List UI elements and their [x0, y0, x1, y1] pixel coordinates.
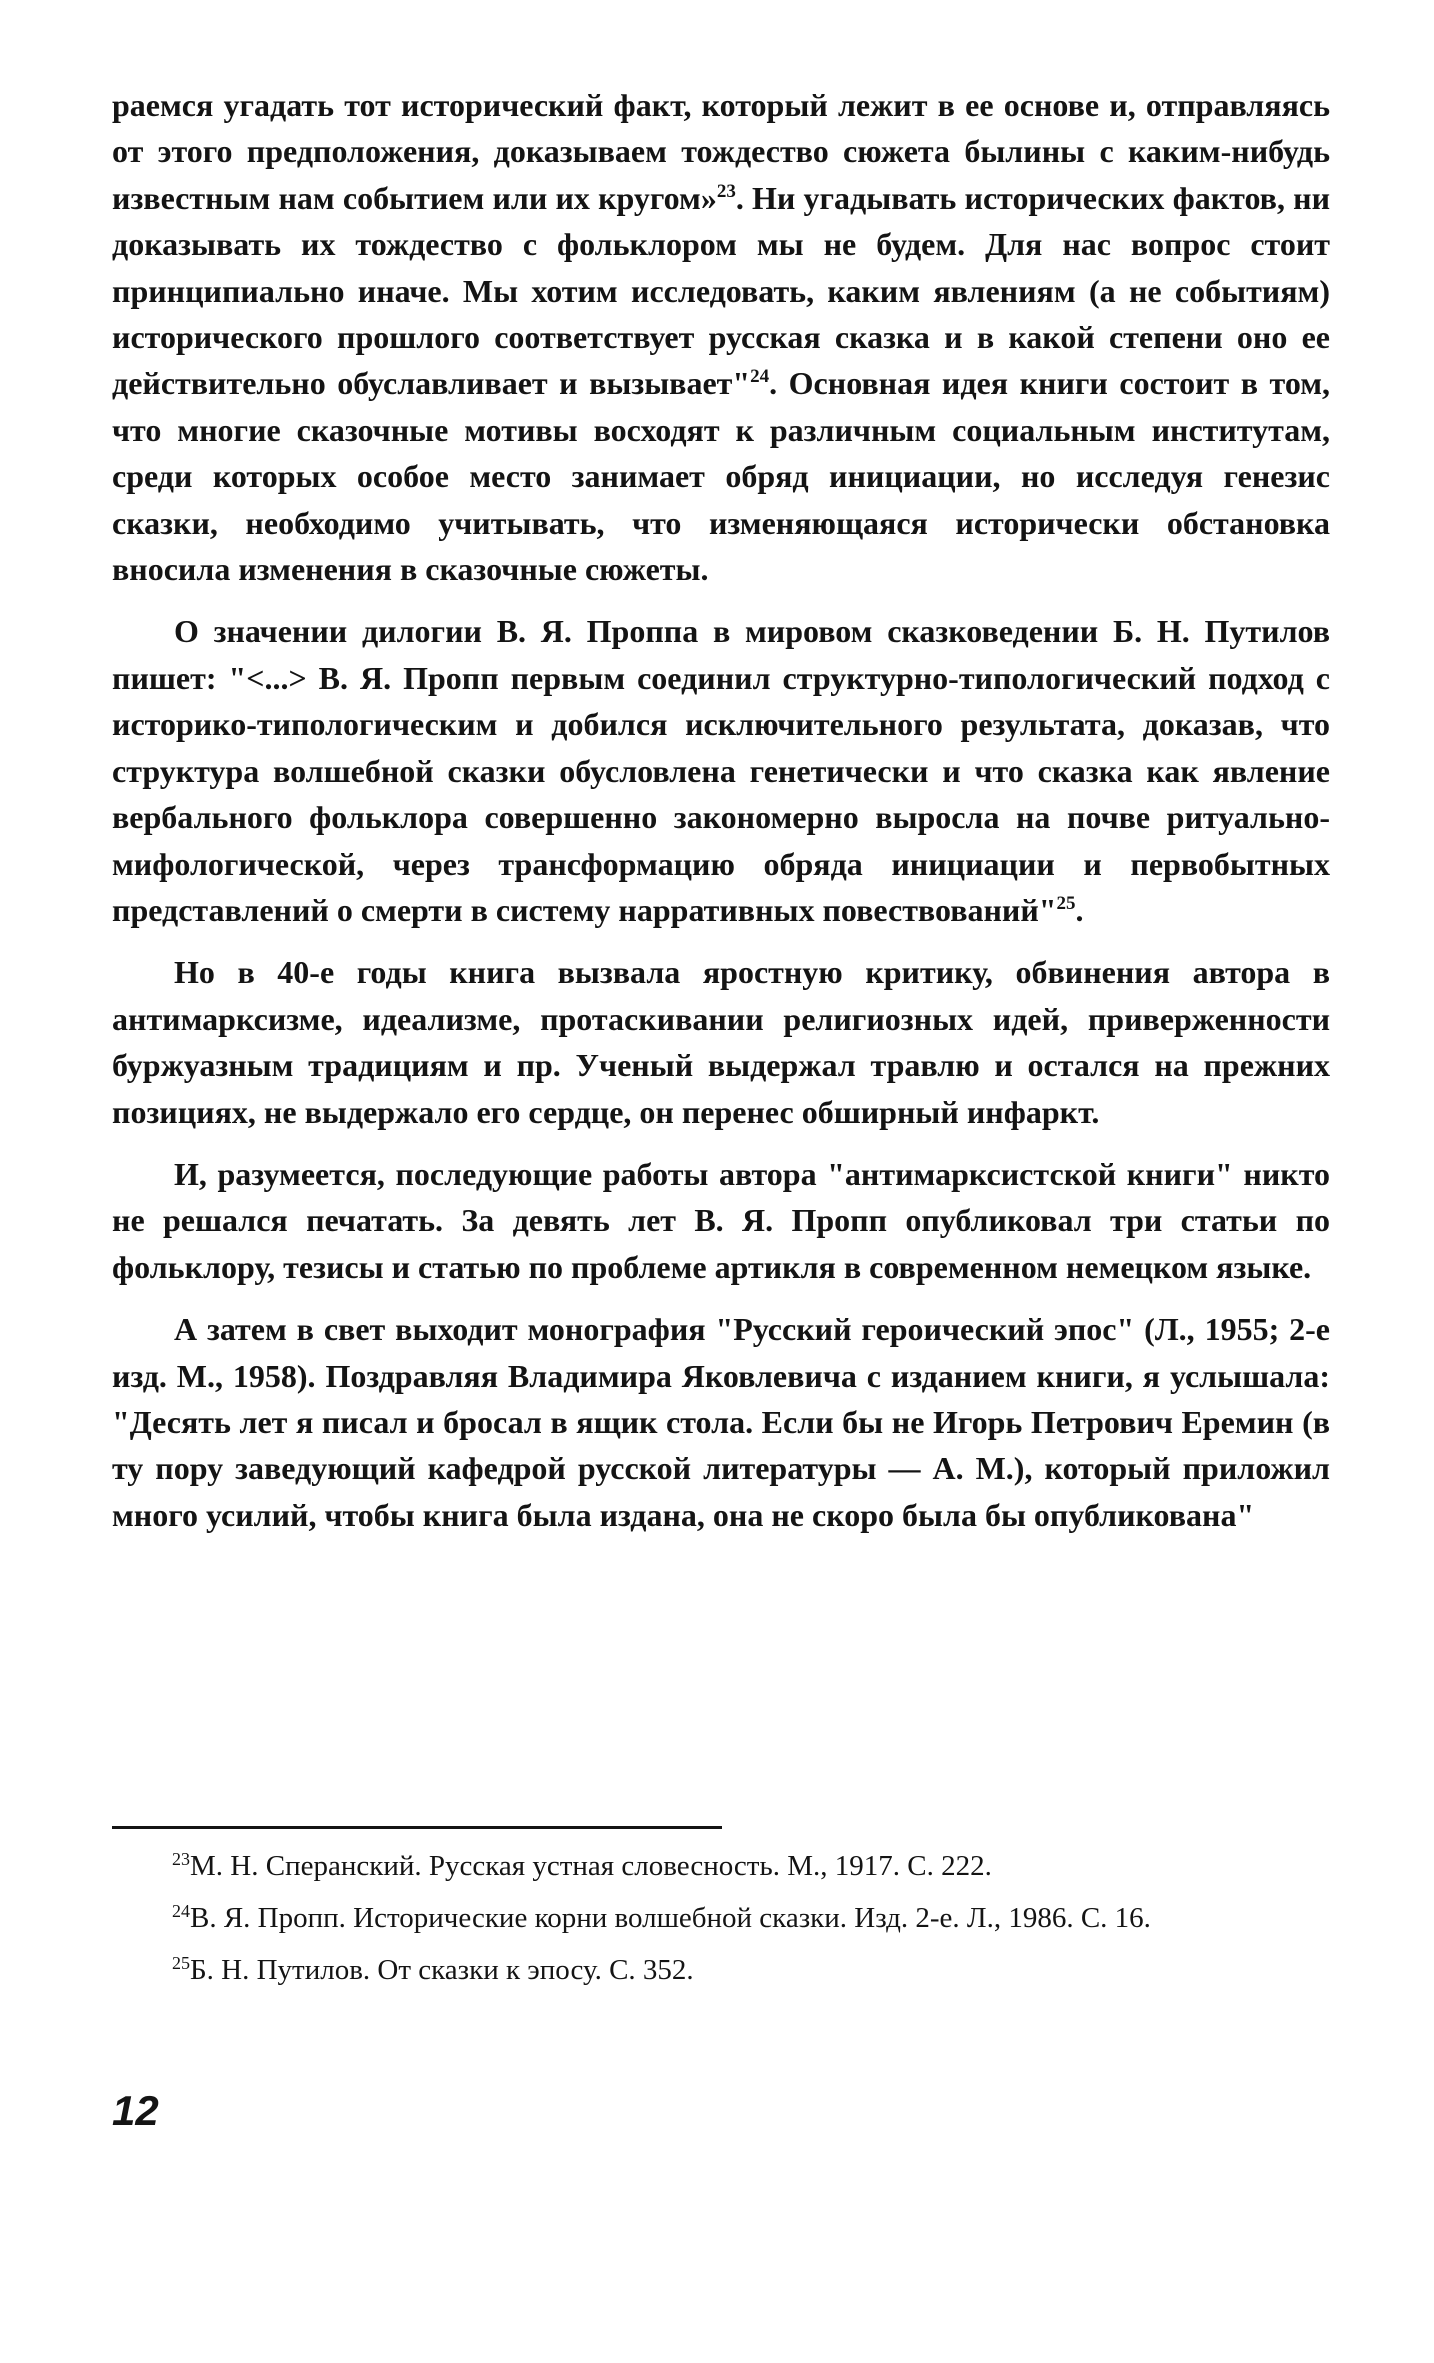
- footnote-ref-25: 25: [1056, 892, 1076, 914]
- footnotes: [112, 1846, 1330, 2002]
- paragraph-2: [112, 608, 1330, 933]
- footnote-divider: [112, 1826, 722, 1829]
- paragraph-4-text: И, разумеется, последующие работы автора "антимарксистской книги" никто не решался печатать. За девять лет В. Я. Пропп опубликовал три статьи по фольклору, тезисы и статью по проблеме артикля в современном немецком языке.: [112, 1155, 1330, 1285]
- footnote-number: 25: [172, 1953, 190, 1973]
- footnote-ref-23: 23: [716, 180, 736, 202]
- page-body: [112, 82, 1330, 1554]
- paragraph-3-text: Но в 40-е годы книга вызвала яростную критику, обвинения автора в антимарксизме, идеализме, протаскивании религиозных идей, приверженности буржуазным традициям и пр. Ученый выдержал травлю и остался на прежних позициях, не выдержало его сердце, он перенес обширный инфаркт.: [112, 954, 1330, 1130]
- footnote-25: [112, 1950, 1330, 1990]
- paragraph-5-text: А затем в свет выходит монография "Русский героический эпос" (Л., 1955; 2-е изд. М., 1958). Поздравляя Владимира Яковлевича с изданием книги, я услышала: "Десять лет я писал и бросал в ящик стола. Если бы не Игорь Петрович Еремин (в ту пору заведующий кафедрой русской литературы — А. М.), который приложил много усилий, чтобы книга была издана, она не скоро была бы опубликована": [112, 1311, 1330, 1533]
- page-number: 12: [112, 2087, 159, 2134]
- paragraph-1-text-c: . Основная идея книги состоит в том, что многие сказочные мотивы восходят к различным социальным институтам, среди которых особое место занимает обряд инициации, но исследуя генезис сказки, необходимо учитывать, что изменяющаяся исторически обстановка вносила изменения в сказочные сюжеты.: [112, 365, 1331, 588]
- paragraph-1: [112, 82, 1330, 592]
- footnote-text: Б. Н. Путилов. От сказки к эпосу. С. 352.: [190, 1954, 694, 1986]
- footnote-23: [112, 1846, 1330, 1886]
- footnote-text: В. Я. Пропп. Исторические корни волшебной сказки. Изд. 2-е. Л., 1986. С. 16.: [190, 1902, 1151, 1934]
- paragraph-1-text-b: . Ни угадывать исторических фактов, ни доказывать их тождество с фольклором мы не будем. Для нас вопрос стоит принципиально иначе. Мы хотим исследовать, каким явлениям (а не событиям) исторического прошлого соответствует русская сказка и в какой степени оно ее действительно обуславливает и вызывает": [112, 179, 1331, 402]
- paragraph-5: [112, 1306, 1330, 1538]
- paragraph-1-text-a: раемся угадать тот исторический факт, который лежит в ее основе и, отправляясь от этого предположения, доказываем тождество сюжета былины с каким-нибудь известным нам событием или их кругом»: [112, 87, 1330, 216]
- paragraph-2-text-a: О значении дилогии В. Я. Проппа в мировом сказковедении Б. Н. Путилов пишет: "<...> В. Я. Пропп первым соединил структурно-типологический подход с историко-типологическим и добился исключительного результата, доказав, что структура волшебной сказки обусловлена генетически и что сказка как явление вербального фольклора совершенно закономерно выросла на почве ритуально-мифологической, через трансформацию обряда инициации и первобытных представлений о смерти в систему нарративных повествований": [112, 613, 1330, 928]
- footnote-24: [112, 1898, 1330, 1938]
- paragraph-3: [112, 949, 1330, 1135]
- footnote-number: 24: [172, 1901, 190, 1921]
- footnote-text: М. Н. Сперанский. Русская устная словесность. М., 1917. С. 222.: [190, 1850, 992, 1882]
- footnote-ref-24: 24: [750, 366, 770, 388]
- paragraph-4: [112, 1151, 1330, 1290]
- paragraph-2-text-b: .: [1075, 891, 1084, 928]
- footnote-number: 23: [172, 1849, 190, 1869]
